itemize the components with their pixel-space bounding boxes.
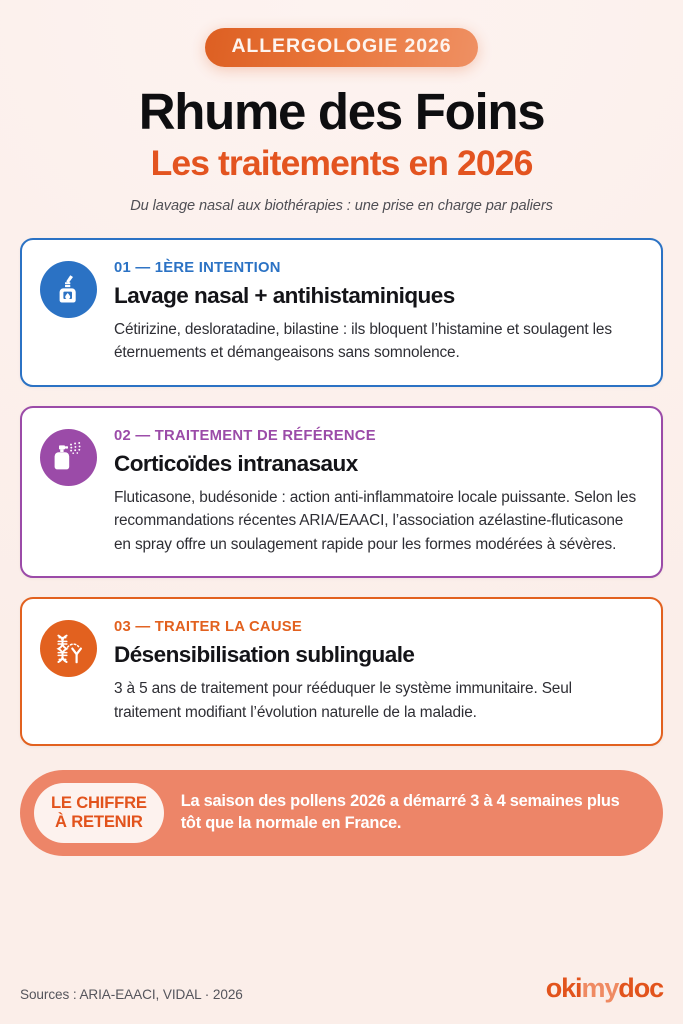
tagline: Du lavage nasal aux biothérapies : une prise en charge par paliers [130, 197, 553, 214]
page-title: Rhume des Foins [138, 82, 545, 140]
callout-text: La saison des pollens 2026 a démarré 3 à 4 semaines plus tôt que la normale en France. [180, 792, 620, 832]
category-badge: ALLERGOLOGIE 2026 [205, 28, 477, 67]
treatment-card-3 [20, 597, 663, 746]
dna-antibody-icon [40, 620, 97, 677]
card-body [114, 259, 641, 365]
callout-label-line-2: À RETENIR [55, 812, 143, 832]
okimydoc-logo [546, 975, 663, 1002]
header [20, 0, 663, 214]
logo-part-1: oki [545, 973, 582, 1003]
card-description: Fluticasone, budésonide : action anti-inflammatoire locale puissante. Selon les recommandations récentes ARIA/EAACI, l’association azélastine-fluticasone en spray offre un soulagement rapide pour les formes modérées à sévères. [114, 488, 636, 553]
callout-label-pill [34, 783, 164, 842]
card-description: 3 à 5 ans de traitement pour rééduquer le système immunitaire. Seul traitement modifiant l’évolution naturelle de la maladie. [114, 680, 572, 721]
spray-bottle-mist-icon [40, 429, 97, 486]
treatment-card-list [20, 238, 663, 746]
footer [20, 957, 663, 1024]
treatment-card-2 [20, 406, 663, 578]
page-subtitle: Les traitements en 2026 [150, 142, 533, 183]
treatment-card-1 [20, 238, 663, 387]
card-eyebrow: 02 — TRAITEMENT DE RÉFÉRENCE [114, 427, 376, 444]
nasal-spray-bottle-icon [40, 261, 97, 318]
card-eyebrow: 01 — 1ÈRE INTENTION [114, 259, 281, 276]
card-description: Cétirizine, desloratadine, bilastine : ils bloquent l’histamine et soulagent les éternuements et démangeaisons sans somnolence. [114, 320, 612, 362]
logo-part-2: my [581, 973, 619, 1003]
card-body [114, 427, 641, 556]
card-title: Corticoïdes intranasaux [114, 451, 358, 476]
sources-text: Sources : ARIA-EAACI, VIDAL · 2026 [20, 987, 243, 1002]
key-figure-callout [20, 770, 663, 855]
card-title: Désensibilisation sublinguale [114, 642, 415, 668]
card-title: Lavage nasal + antihistaminiques [114, 283, 455, 309]
card-eyebrow: 03 — TRAITER LA CAUSE [114, 619, 303, 636]
card-body [114, 618, 641, 724]
logo-part-3: doc [618, 973, 663, 1003]
callout-label-line-1: LE CHIFFRE [51, 793, 147, 813]
